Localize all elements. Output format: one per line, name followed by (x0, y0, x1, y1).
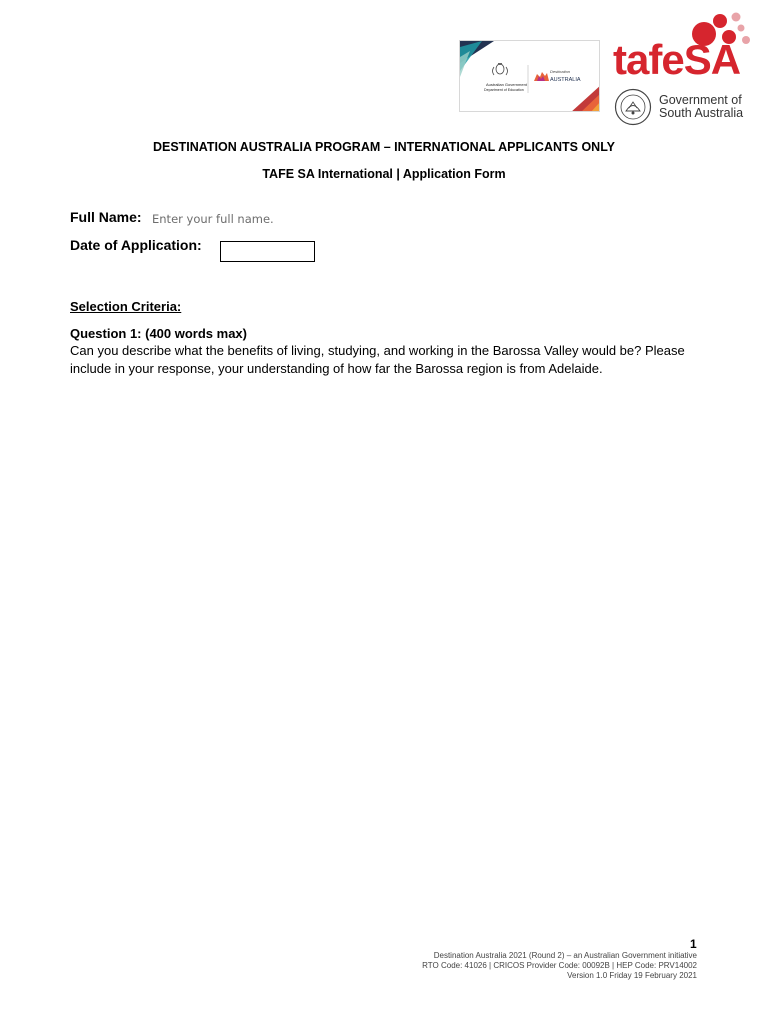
footer-line3: Version 1.0 Friday 19 February 2021 (567, 971, 697, 980)
footer-line1: Destination Australia 2021 (Round 2) – an Australian Government initiative (433, 951, 697, 960)
australia-map-icon (534, 72, 549, 81)
banner-program-large: AUSTRALIA (550, 77, 581, 83)
document-subtitle: TAFE SA International | Application Form (262, 167, 506, 181)
tafe-word-part2: SA (683, 36, 741, 83)
government-line2: South Australia (659, 106, 744, 120)
government-wordmark (659, 94, 759, 120)
document-title: DESTINATION AUSTRALIA PROGRAM – INTERNATIONAL APPLICANTS ONLY (152, 140, 616, 154)
question1-text: Can you describe what the benefits of living, studying, and working in the Barossa Valley would be? Please include in your response, your understanding of how far the Barossa region is from Adelaide. (70, 343, 685, 376)
tafe-word-part1: tafe (613, 36, 684, 83)
full-name-input[interactable] (152, 210, 392, 228)
banner-gov-line2: Department of Education (484, 88, 524, 92)
selection-criteria-heading: Selection Criteria: (70, 299, 182, 314)
banner-program-small: Destination (550, 69, 571, 74)
page-number: 1 (690, 937, 697, 951)
full-name-label: Full Name: (70, 209, 142, 225)
destination-australia-banner (459, 40, 600, 112)
tafesa-wordmark (613, 36, 741, 83)
footer-line2: RTO Code: 41026 | CRICOS Provider Code: 00092B | HEP Code: PRV14002 (422, 961, 697, 970)
coat-of-arms-icon (493, 63, 508, 75)
banner-gov-line1: Australian Government (486, 82, 527, 87)
question1-heading: Question 1: (400 words max) (70, 326, 247, 341)
tafesa-logo (610, 12, 755, 82)
government-line1: Government of (659, 93, 742, 107)
page-footer (422, 951, 697, 981)
date-of-application-label: Date of Application: (70, 237, 202, 253)
banner-graphic (460, 41, 600, 112)
date-of-application-field[interactable] (220, 241, 315, 262)
south-australia-seal-icon (614, 88, 652, 126)
